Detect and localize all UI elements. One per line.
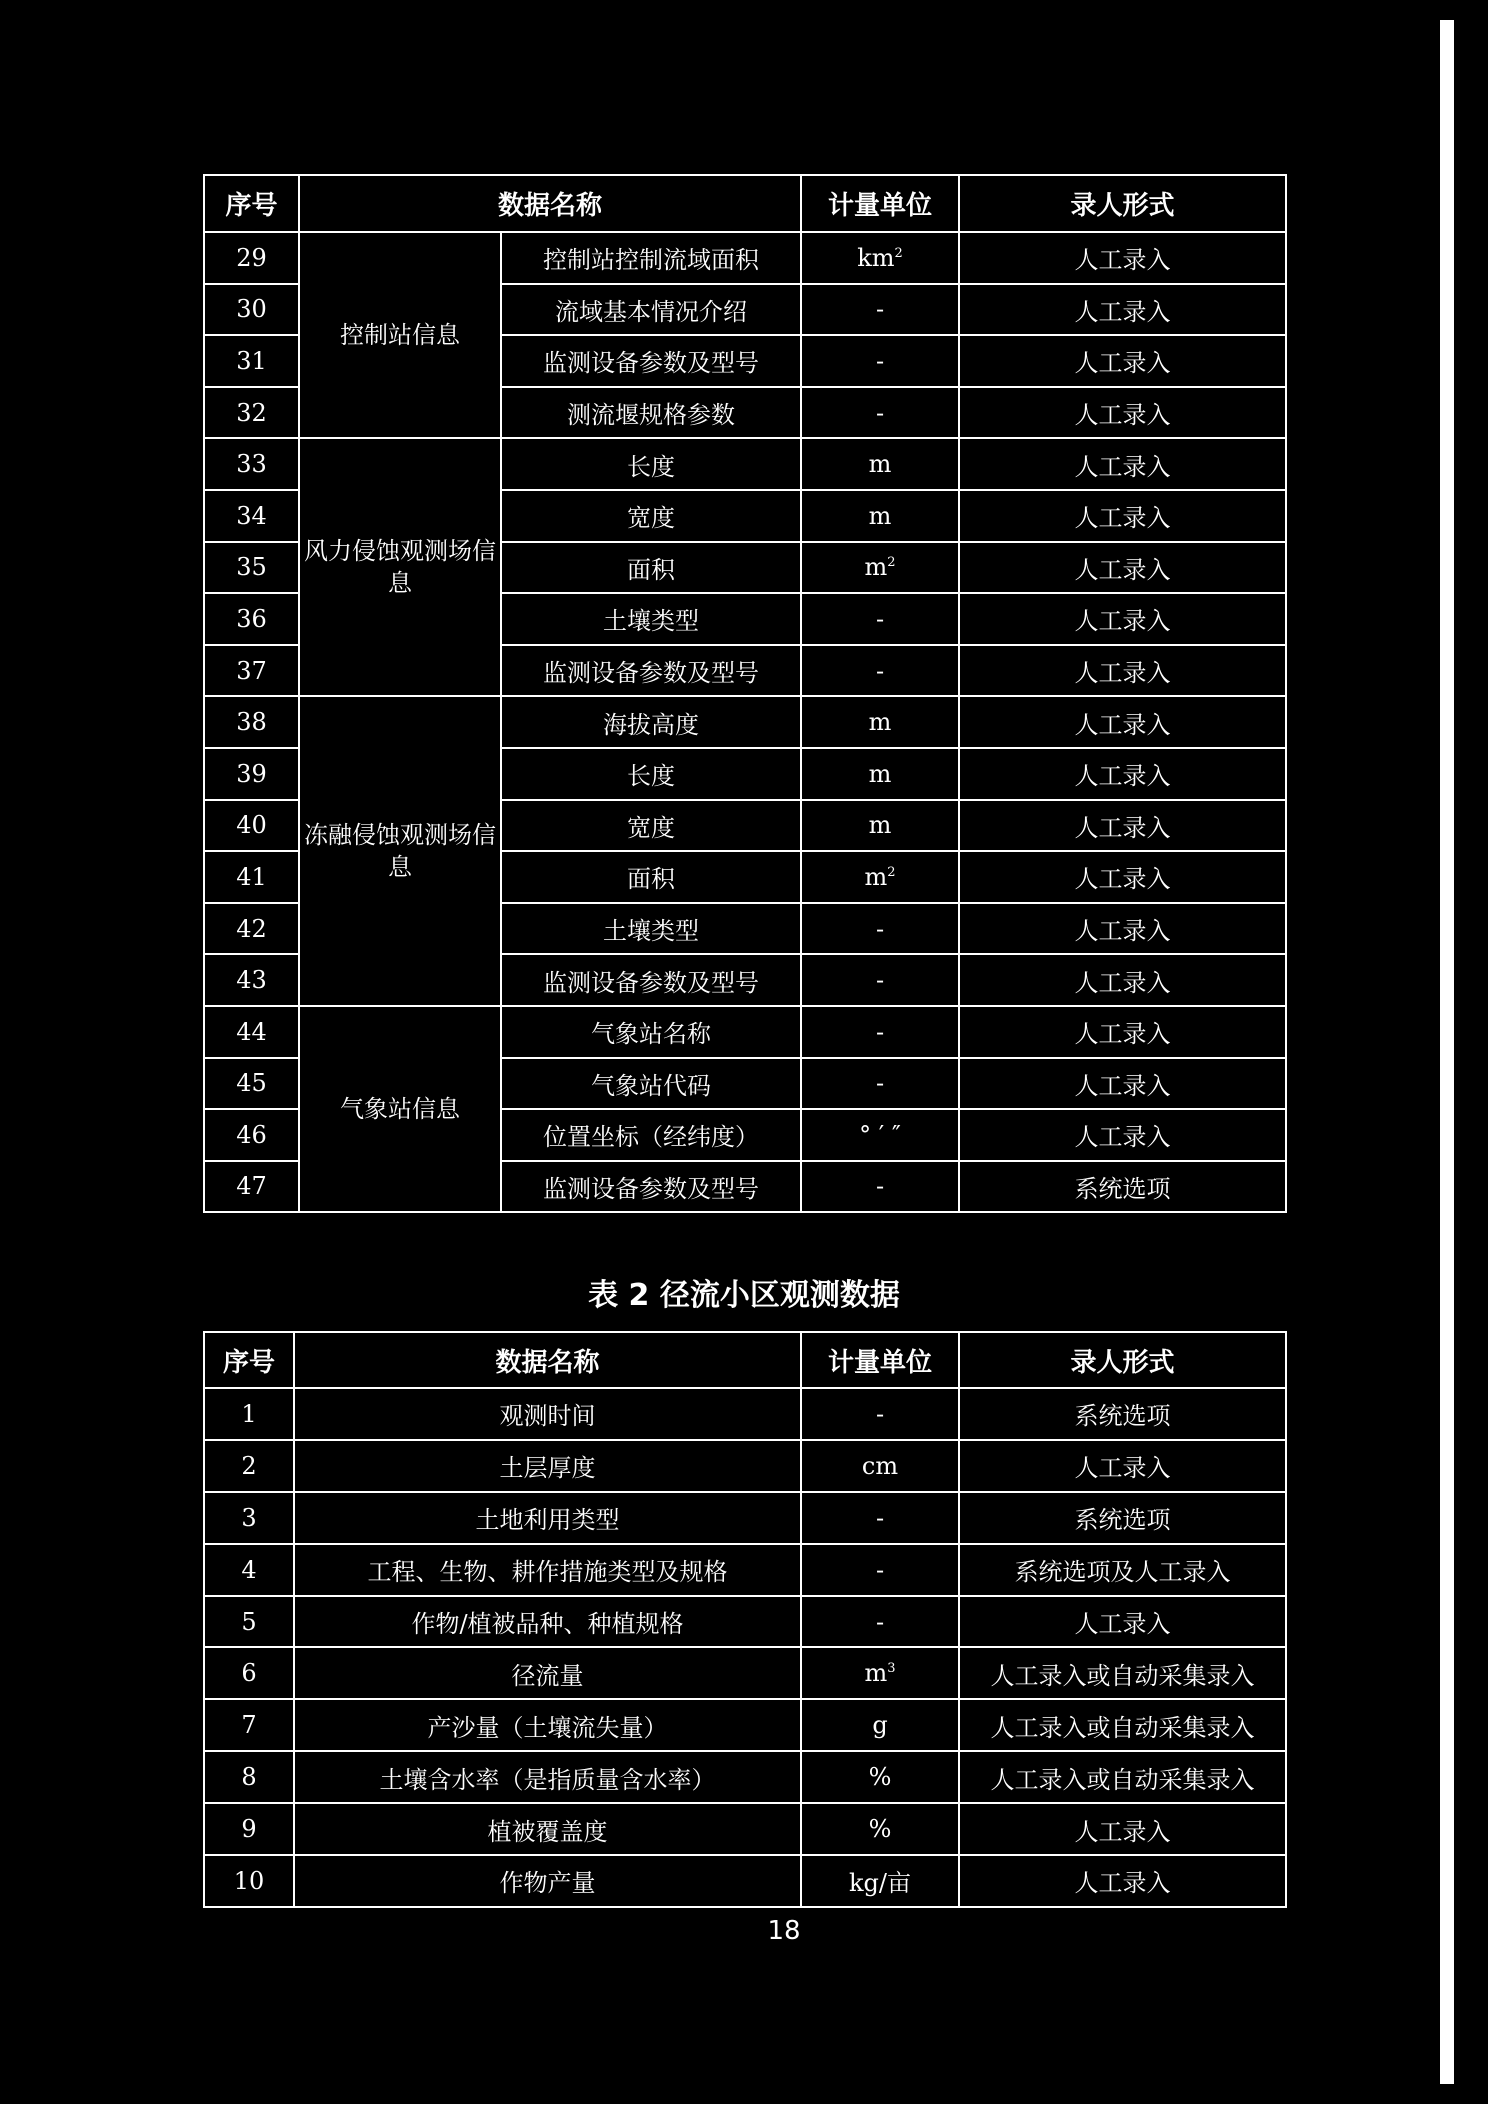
data-name-cell: 作物/植被品种、种植规格 [294,1596,801,1648]
entry-form-cell: 人工录入 [959,1058,1286,1110]
entry-form-cell: 人工录入 [959,542,1286,594]
unit-cell [801,542,959,594]
unit-cell [801,696,959,748]
unit-cell [801,1544,959,1596]
entry-form-cell: 人工录入或自动采集录入 [959,1647,1286,1699]
entry-form-cell: 人工录入 [959,1109,1286,1161]
data-name-cell: 监测设备参数及型号 [501,1161,801,1213]
entry-form-cell: 系统选项 [959,1492,1286,1544]
table-body [204,232,1286,1212]
unit-cell [801,1492,959,1544]
unit-cell [801,645,959,697]
table-row [204,1388,1286,1440]
table-row [204,1803,1286,1855]
table-row [204,1596,1286,1648]
row-number: 7 [204,1699,294,1751]
table-row [204,1855,1286,1907]
page-number: 18 [767,1916,801,1946]
entry-form-cell: 人工录入 [959,284,1286,336]
entry-form-cell: 系统选项及人工录入 [959,1544,1286,1596]
row-number: 41 [204,851,299,903]
unit-cell [801,1109,959,1161]
header-entry: 录人形式 [959,1332,1286,1388]
entry-form-cell: 人工录入 [959,593,1286,645]
entry-form-cell: 人工录入 [959,490,1286,542]
data-name-cell: 监测设备参数及型号 [501,335,801,387]
data-name-cell: 土壤类型 [501,903,801,955]
unit-value: - [875,1503,885,1532]
data-name-cell: 植被覆盖度 [294,1803,801,1855]
row-number: 31 [204,335,299,387]
unit-exponent: 2 [887,864,896,880]
header-no: 序号 [204,175,299,232]
table-row [204,1492,1286,1544]
unit-value: - [875,914,885,943]
unit-value: g [872,1711,888,1740]
data-name-cell: 长度 [501,748,801,800]
data-name-cell: 控制站控制流域面积 [501,232,801,284]
unit-value: m [864,1659,888,1688]
unit-cell [801,903,959,955]
unit-value: m [864,862,888,891]
table-row [204,1699,1286,1751]
unit-value: kg/亩 [849,1869,911,1898]
unit-cell [801,284,959,336]
data-name-cell: 监测设备参数及型号 [501,645,801,697]
unit-value: - [875,295,885,324]
row-number: 38 [204,696,299,748]
row-number: 29 [204,232,299,284]
unit-value: % [868,1763,892,1792]
unit-exponent: 2 [894,245,903,261]
header-name: 数据名称 [299,175,801,232]
entry-form-cell: 人工录入 [959,903,1286,955]
unit-cell [801,1388,959,1440]
data-name-cell: 流域基本情况介绍 [501,284,801,336]
unit-cell [801,438,959,490]
unit-value: cm [861,1451,899,1480]
data-name-cell: 产沙量（土壤流失量） [294,1699,801,1751]
unit-cell [801,1647,959,1699]
unit-value: m [864,553,888,582]
table-row [204,696,1286,748]
table-row [204,1006,1286,1058]
row-number: 40 [204,800,299,852]
unit-cell [801,954,959,1006]
unit-cell [801,748,959,800]
table-row [204,232,1286,284]
table-2-caption: 表 2 径流小区观测数据 [588,1278,900,1313]
unit-value: m [868,450,892,479]
row-number: 5 [204,1596,294,1648]
data-name-cell: 宽度 [501,490,801,542]
row-number: 43 [204,954,299,1006]
entry-form-cell: 人工录入或自动采集录入 [959,1699,1286,1751]
data-name-cell: 测流堰规格参数 [501,387,801,439]
unit-cell [801,1440,959,1492]
entry-form-cell: 人工录入 [959,438,1286,490]
data-name-cell: 长度 [501,438,801,490]
data-name-cell: 土壤含水率（是指质量含水率） [294,1751,801,1803]
data-name-cell: 海拔高度 [501,696,801,748]
table-row [204,438,1286,490]
data-name-cell: 气象站代码 [501,1058,801,1110]
unit-cell [801,335,959,387]
unit-value: m [868,501,892,530]
row-number: 1 [204,1388,294,1440]
unit-cell [801,851,959,903]
entry-form-cell: 人工录入 [959,696,1286,748]
unit-cell [801,1596,959,1648]
unit-value: m [868,759,892,788]
unit-value: m [868,708,892,737]
unit-cell [801,1803,959,1855]
data-name-cell: 面积 [501,542,801,594]
unit-value: - [875,398,885,427]
group-label: 控制站信息 [299,232,501,438]
data-name-cell: 土地利用类型 [294,1492,801,1544]
data-name-cell: 作物产量 [294,1855,801,1907]
unit-value: m [868,811,892,840]
row-number: 39 [204,748,299,800]
header-entry: 录人形式 [959,175,1286,232]
data-name-cell: 观测时间 [294,1388,801,1440]
entry-form-cell: 人工录入 [959,954,1286,1006]
table-row [204,1647,1286,1699]
unit-value: - [875,1555,885,1584]
unit-value: - [875,1172,885,1201]
data-name-cell: 位置坐标（经纬度） [501,1109,801,1161]
row-number: 8 [204,1751,294,1803]
unit-cell [801,1161,959,1213]
entry-form-cell: 人工录入 [959,748,1286,800]
entry-form-cell: 人工录入 [959,1006,1286,1058]
data-name-cell: 工程、生物、耕作措施类型及规格 [294,1544,801,1596]
table-row [204,1544,1286,1596]
unit-cell [801,593,959,645]
unit-cell [801,1699,959,1751]
data-name-cell: 土层厚度 [294,1440,801,1492]
data-name-cell: 面积 [501,851,801,903]
group-label: 风力侵蚀观测场信息 [299,438,501,696]
scan-edge-bar [1440,20,1454,2084]
entry-form-cell: 人工录入 [959,851,1286,903]
unit-value: - [875,966,885,995]
row-number: 3 [204,1492,294,1544]
group-label: 冻融侵蚀观测场信息 [299,696,501,1006]
entry-form-cell: 人工录入 [959,387,1286,439]
row-number: 4 [204,1544,294,1596]
entry-form-cell: 人工录入 [959,1440,1286,1492]
unit-value: - [875,346,885,375]
data-name-cell: 径流量 [294,1647,801,1699]
data-name-cell: 宽度 [501,800,801,852]
row-number: 44 [204,1006,299,1058]
row-number: 10 [204,1855,294,1907]
unit-cell [801,1855,959,1907]
unit-exponent: 2 [887,555,896,571]
unit-value: % [868,1815,892,1844]
data-name-cell: 监测设备参数及型号 [501,954,801,1006]
unit-cell [801,387,959,439]
row-number: 47 [204,1161,299,1213]
data-table-2 [203,1331,1287,1908]
data-table-1 [203,174,1287,1213]
unit-value: km [857,243,895,272]
unit-exponent: 3 [887,1661,896,1677]
unit-cell [801,1751,959,1803]
header-name: 数据名称 [294,1332,801,1388]
row-number: 33 [204,438,299,490]
row-number: 34 [204,490,299,542]
header-no: 序号 [204,1332,294,1388]
entry-form-cell: 人工录入 [959,335,1286,387]
entry-form-cell: 人工录入 [959,232,1286,284]
data-name-cell: 气象站名称 [501,1006,801,1058]
row-number: 32 [204,387,299,439]
entry-form-cell: 系统选项 [959,1161,1286,1213]
row-number: 6 [204,1647,294,1699]
group-label: 气象站信息 [299,1006,501,1212]
table-header-row [204,175,1286,232]
entry-form-cell: 系统选项 [959,1388,1286,1440]
row-number: 42 [204,903,299,955]
table-row [204,1440,1286,1492]
unit-value: - [875,1607,885,1636]
table-row [204,1751,1286,1803]
entry-form-cell: 人工录入或自动采集录入 [959,1751,1286,1803]
row-number: 37 [204,645,299,697]
header-unit: 计量单位 [801,1332,959,1388]
row-number: 2 [204,1440,294,1492]
row-number: 46 [204,1109,299,1161]
entry-form-cell: 人工录入 [959,1596,1286,1648]
data-name-cell: 土壤类型 [501,593,801,645]
row-number: 9 [204,1803,294,1855]
entry-form-cell: 人工录入 [959,1855,1286,1907]
unit-cell [801,1006,959,1058]
entry-form-cell: 人工录入 [959,800,1286,852]
unit-cell [801,490,959,542]
unit-value: ° ′ ″ [859,1120,901,1149]
unit-cell [801,232,959,284]
unit-value: - [875,1069,885,1098]
unit-value: - [875,1399,885,1428]
unit-cell [801,800,959,852]
table-body [204,1388,1286,1907]
row-number: 36 [204,593,299,645]
unit-cell [801,1058,959,1110]
header-unit: 计量单位 [801,175,959,232]
row-number: 30 [204,284,299,336]
unit-value: - [875,1017,885,1046]
row-number: 35 [204,542,299,594]
row-number: 45 [204,1058,299,1110]
entry-form-cell: 人工录入 [959,645,1286,697]
unit-value: - [875,604,885,633]
table-header-row [204,1332,1286,1388]
entry-form-cell: 人工录入 [959,1803,1286,1855]
unit-value: - [875,656,885,685]
